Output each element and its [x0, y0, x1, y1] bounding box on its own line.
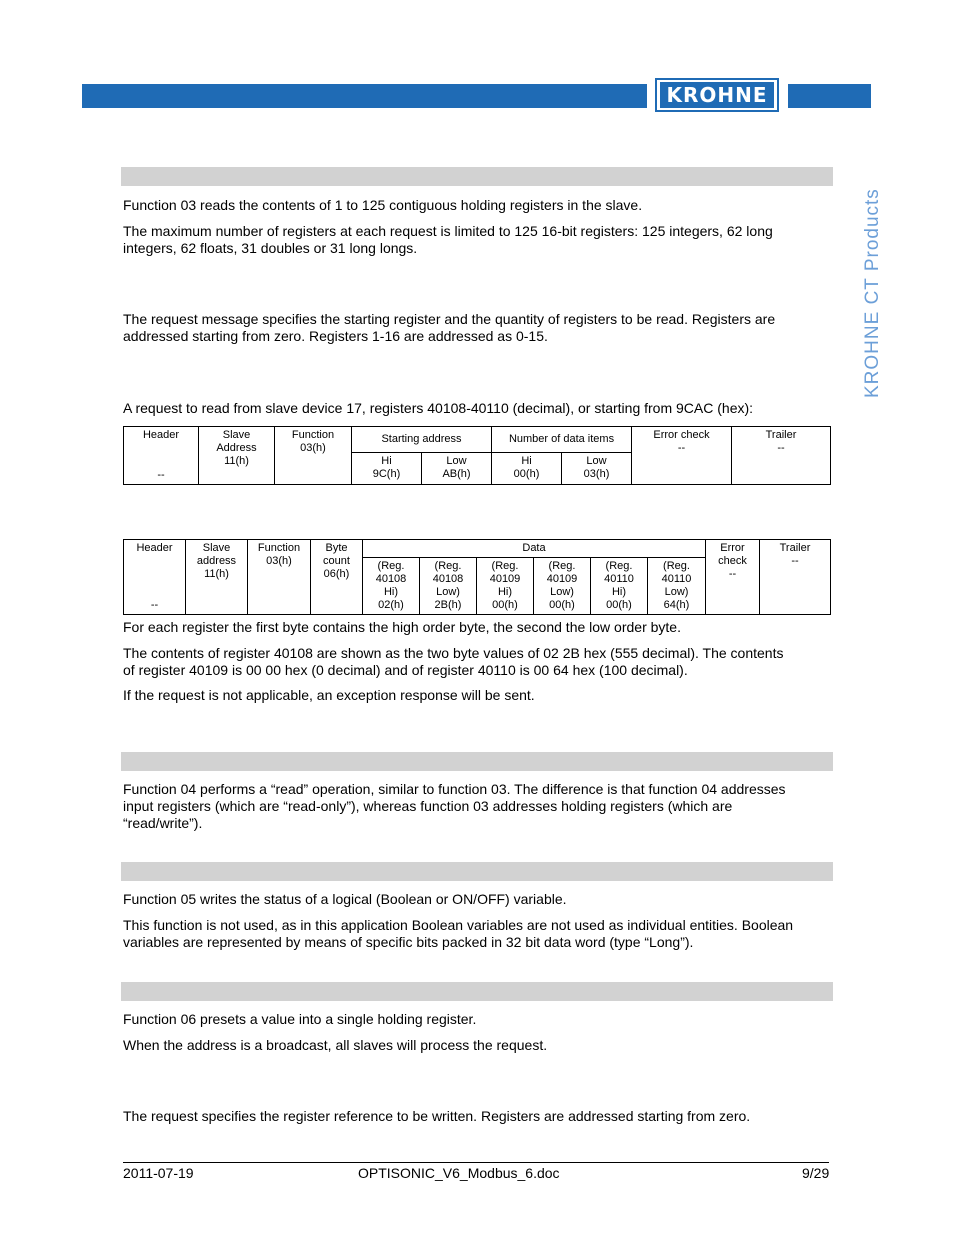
header-bar-right: [788, 84, 871, 108]
cell-value: 2B(h): [434, 599, 462, 611]
footer-date: 2011-07-19: [123, 1165, 194, 1181]
req-error-cell: [632, 427, 732, 485]
cell-value: 03(h): [583, 468, 610, 481]
resp-data-cell: [363, 558, 420, 615]
req-start-hi: [352, 453, 422, 485]
line: addressed starting from zero. Registers 1-16 are addressed as 0-15.: [123, 328, 548, 344]
footer-divider: [123, 1162, 829, 1163]
req-function-cell: [275, 427, 352, 485]
cell-value: --: [791, 555, 799, 567]
resp-data-cell: [477, 558, 534, 615]
section-band-03: [121, 167, 833, 186]
line: input registers (which are “read-only”), whereas function 03 addresses holding registers (which are: [123, 798, 733, 814]
cell-label: Header: [136, 542, 173, 554]
cell-label: Slave: [202, 542, 231, 554]
line: This function is not used, as in this application Boolean variables are not used as individual entities. Boolean: [123, 917, 794, 933]
cell-label: Low: [586, 455, 607, 468]
cell-label: Low): [550, 586, 574, 598]
cell-label: (Reg.: [377, 560, 405, 572]
paragraph: [123, 917, 828, 951]
req-header-cell: [124, 427, 199, 485]
cell-label: 40110: [661, 573, 692, 585]
req-num-low: [562, 453, 632, 485]
cell-value: AB(h): [442, 468, 471, 481]
footer-filename: OPTISONIC_V6_Modbus_6.doc: [358, 1165, 560, 1181]
cell-value: --: [677, 442, 686, 454]
paragraph: When the address is a broadcast, all slaves will process the request.: [123, 1037, 548, 1053]
req-number-of-items: Number of data items: [492, 427, 632, 453]
cell-value: 00(h): [513, 468, 540, 481]
paragraph: A request to read from slave device 17, registers 40108-40110 (decimal), or starting from 9CAC (hex):: [123, 400, 754, 416]
paragraph: For each register the first byte contains the high order byte, the second the low order byte.: [123, 619, 681, 635]
resp-data-cell: [420, 558, 477, 615]
line: of register 40109 is 00 00 hex (0 decimal) and of register 40110 is 00 64 hex (100 decimal).: [123, 662, 688, 678]
section-band-05: [121, 862, 833, 881]
paragraph: [123, 223, 828, 257]
cell-label: Trailer: [779, 542, 811, 554]
krohne-logo: [655, 78, 779, 112]
cell-value: --: [157, 469, 165, 481]
line: The contents of register 40108 are shown as the two byte values of 02 2B hex (555 decimal). The contents: [123, 645, 784, 661]
cell-value: 00(h): [606, 599, 632, 611]
cell-label: (Reg.: [434, 560, 462, 572]
cell-label: Hi): [497, 586, 513, 598]
resp-byte-count-cell: [311, 540, 363, 615]
cell-label: Hi): [611, 586, 627, 598]
cell-label: Function: [257, 542, 301, 554]
cell-label: (Reg.: [491, 560, 519, 572]
side-brand-text: KROHNE CT Products: [862, 188, 883, 398]
response-table: [123, 539, 831, 615]
cell-value: 03(h): [300, 442, 326, 454]
cell-value: --: [777, 442, 785, 454]
request-table: [123, 426, 831, 485]
line: The maximum number of registers at each request is limited to 125 16-bit registers: 125 integers, 62 long: [123, 223, 773, 239]
cell-label: Hi: [521, 455, 532, 468]
cell-label: 40109: [546, 573, 578, 585]
cell-value: 00(h): [492, 599, 518, 611]
paragraph: Function 06 presets a value into a single holding register.: [123, 1011, 477, 1027]
cell-label: Address: [216, 442, 257, 454]
resp-header-cell: [124, 540, 186, 615]
paragraph: [123, 781, 828, 832]
cell-label: Hi: [381, 455, 392, 468]
logo-text: KROHNE: [660, 82, 774, 108]
resp-data-header: Data: [363, 540, 706, 558]
cell-label: Byte: [325, 542, 348, 554]
line: integers, 62 floats, 31 doubles or 31 long longs.: [123, 240, 418, 256]
cell-label: Trailer: [765, 429, 797, 441]
cell-label: count: [323, 555, 350, 567]
cell-value: 06(h): [323, 568, 350, 580]
cell-value: 02(h): [378, 599, 404, 611]
req-starting-address: Starting address: [352, 427, 492, 453]
resp-slave-cell: [186, 540, 248, 615]
header-bar-left: [82, 84, 647, 108]
line: Function 04 performs a “read” operation, similar to function 03. The difference is that function 04 addresses: [123, 781, 786, 797]
resp-error-cell: [706, 540, 760, 615]
req-slave-cell: [199, 427, 275, 485]
cell-label: address: [196, 555, 237, 567]
cell-label: Hi): [383, 586, 399, 598]
paragraph: Function 05 writes the status of a logical (Boolean or ON/OFF) variable.: [123, 891, 567, 907]
req-trailer-cell: [732, 427, 831, 485]
resp-data-cell: [591, 558, 648, 615]
cell-label: Low): [664, 586, 689, 598]
line: The request message specifies the starting register and the quantity of registers to be read. Registers are: [123, 311, 776, 327]
cell-label: 40108: [432, 573, 464, 585]
cell-label: Error: [720, 542, 745, 554]
cell-label: check: [718, 555, 747, 567]
line: “read/write”).: [123, 815, 203, 831]
cell-value: --: [728, 568, 737, 580]
cell-label: Low: [446, 455, 467, 468]
resp-data-cell: [648, 558, 706, 615]
paragraph: [123, 645, 828, 679]
paragraph: Function 03 reads the contents of 1 to 125 contiguous holding registers in the slave.: [123, 197, 643, 213]
paragraph: The request specifies the register reference to be written. Registers are addressed starting from zero.: [123, 1108, 751, 1124]
cell-label: Error check: [653, 429, 710, 441]
cell-label: Low): [436, 586, 460, 598]
cell-value: 64(h): [663, 599, 690, 611]
paragraph: If the request is not applicable, an exception response will be sent.: [123, 687, 535, 703]
req-num-hi: [492, 453, 562, 485]
cell-value: 9C(h): [372, 468, 401, 481]
cell-label: (Reg.: [548, 560, 576, 572]
cell-value: 03(h): [266, 555, 292, 567]
cell-label: (Reg.: [605, 560, 633, 572]
cell-label: Slave: [222, 429, 251, 441]
cell-label: Function: [291, 429, 335, 441]
cell-value: 11(h): [224, 455, 249, 467]
cell-label: 40108: [375, 573, 407, 585]
resp-function-cell: [248, 540, 311, 615]
cell-label: 40109: [489, 573, 521, 585]
line: variables are represented by means of specific bits packed in 32 bit data word (type “Long”).: [123, 934, 694, 950]
req-start-low: [422, 453, 492, 485]
cell-value: 00(h): [549, 599, 575, 611]
section-band-06: [121, 982, 833, 1001]
cell-label: (Reg.: [663, 560, 690, 572]
cell-value: --: [150, 599, 159, 611]
cell-label: Header: [142, 429, 180, 441]
section-band-04: [121, 752, 833, 771]
paragraph: [123, 311, 828, 345]
cell-label: 40110: [604, 573, 634, 585]
cell-value: 11(h): [204, 568, 229, 580]
resp-trailer-cell: [760, 540, 831, 615]
resp-data-cell: [534, 558, 591, 615]
footer-page-number: 9/29: [802, 1165, 830, 1181]
